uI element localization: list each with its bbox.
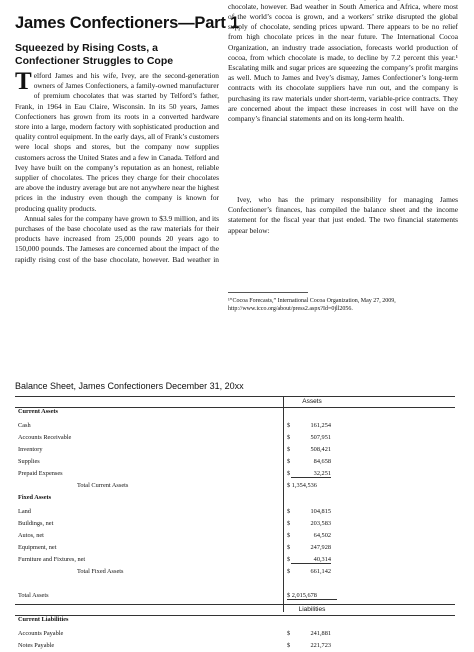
- table-row: [15, 630, 455, 640]
- currency-symbol: $: [287, 556, 291, 563]
- currency-symbol: $: [287, 470, 291, 477]
- assets-header-row: [15, 396, 455, 408]
- currency-symbol: $: [287, 434, 291, 441]
- total-row: [15, 592, 455, 602]
- row-label: Total Assets: [18, 592, 49, 599]
- row-label: Land: [18, 508, 31, 515]
- row-amount: 241,881: [310, 630, 331, 637]
- paragraph-costs-continued: chocolate, however. Bad weather in South America and Africa, where most of the world’s cocoa is grown, and a workers’ strike disrupted the global supply of chocolate, sending prices upward. There appears to be no relief from high chocolate prices in the near future. The International Cocoa Organization, an industry trade association, forecasts world production of cocoa, from which chocolate is made, to decline by 7.2 percent this year.¹ Escalating milk and sugar prices are squeezing the company’s profit margins as well. Much to James and Ivey’s dismay, James Confectioner’s long-term contracts with its chocolate suppliers have run out, and the company is purchasing its raw materials under short-term, variable-price contracts. They are concerned about the impact these increases in cost will have on the company’s financial statements and on its long-term health.: [228, 1, 458, 124]
- row-label: Total Current Assets: [77, 482, 129, 489]
- paragraph-costs: Annual sales for the company have grown to $3.9 million, and its purchases of the base chocolate used as the raw materials for their products have increased from 25,000 pounds 20 years ago to 150,000 pounds. The Jameses are concerned about the impact of the rapidly rising cost of the base chocolate, however. Bad weather in: [15, 213, 219, 264]
- row-amount: $ 2,015,678: [287, 592, 337, 600]
- currency-symbol: $: [287, 422, 291, 429]
- currency-symbol: $: [287, 642, 291, 649]
- currency-symbol: $: [287, 458, 291, 465]
- row-amount: 64,502: [313, 532, 331, 539]
- table-row: [15, 422, 455, 432]
- subtotal-row: [15, 482, 455, 492]
- table-row: [15, 470, 455, 480]
- row-label: Furniture and Fixtures, net: [18, 556, 86, 563]
- row-amount: 247,928: [310, 544, 331, 551]
- row-amount: 161,254: [310, 422, 331, 429]
- row-label: Inventory: [18, 446, 43, 453]
- table-row: [15, 434, 455, 444]
- drop-cap: T: [15, 68, 32, 95]
- liabilities-column-header: Liabilities: [298, 606, 326, 613]
- case-subtitle: Squeezed by Rising Costs, a Confectioner Struggles to Cope: [15, 42, 174, 67]
- row-amount: 507,951: [310, 434, 331, 441]
- row-amount: 661,142: [310, 568, 331, 575]
- row-label: Prepaid Expenses: [18, 470, 63, 477]
- balance-sheet-title: Balance Sheet, James Confectioners December 31, 20xx: [15, 381, 244, 391]
- currency-symbol: $: [287, 446, 291, 453]
- table-row: [15, 508, 455, 518]
- row-label: Equipment, net: [18, 544, 57, 551]
- fixed-assets-heading: Fixed Assets: [18, 494, 52, 501]
- table-row: [15, 446, 455, 456]
- row-label: Notes Payable: [18, 642, 55, 649]
- section-row: [15, 408, 455, 418]
- table-row: [15, 544, 455, 554]
- row-amount: $ 1,354,536: [287, 482, 317, 489]
- row-amount: 40,314: [291, 556, 331, 564]
- currency-symbol: $: [287, 520, 291, 527]
- liabilities-header-row: [15, 604, 455, 616]
- case-text-left-column: [15, 68, 220, 264]
- row-label: Buildings, net: [18, 520, 54, 527]
- row-label: Total Fixed Assets: [77, 568, 124, 575]
- row-amount: 221,723: [310, 642, 331, 649]
- row-label: Autos, net: [18, 532, 44, 539]
- subtotal-row: [15, 568, 455, 578]
- row-label: Accounts Payable: [18, 630, 64, 637]
- table-row: [15, 532, 455, 542]
- table-row: [15, 458, 455, 468]
- row-label: Accounts Receivable: [18, 434, 72, 441]
- current-assets-heading: Current Assets: [18, 408, 58, 415]
- section-row: [15, 494, 455, 504]
- table-row: [15, 556, 455, 566]
- row-label: Cash: [18, 422, 31, 429]
- paragraph-statements: Ivey, who has the primary responsibility for managing James Confectioner’s finances, has compiled the balance sheet and the income statement for the fiscal year that just ended. The two financial statements appear below:: [228, 195, 458, 235]
- section-row: [15, 616, 455, 626]
- row-amount: 32,251: [291, 470, 331, 478]
- case-title: James Confectioners—Part 1: [15, 14, 240, 32]
- currency-symbol: $: [287, 508, 291, 515]
- currency-symbol: $: [287, 630, 291, 637]
- paragraph-intro: elford James and his wife, Ivey, are the second-generation owners of James Confectioners, a family-owned manufacturer of premium chocolates that was started by Telford’s father, Frank, in 1964 in Eau Claire, Wisconsin. In its 50 years, James Confectioners has grown from its roots in a converted hardware store into a large, modern factory with sophisticated production and quality control equipment. In the early days, all of Frank’s customers were local shops and stores, but the company now supplies customers across the United States and a few in Canada. Telford and Ivey have built on the company’s reputation as an honest, reliable supplier of chocolates. The prices they charge for their chocolates are above the industry average but are not anywhere near the highest prices in the industry even though the company is known for producing quality products.: [15, 71, 220, 213]
- case-text-right-column: [228, 1, 458, 236]
- currency-symbol: $: [287, 532, 291, 539]
- table-row: [15, 520, 455, 530]
- row-amount: 84,658: [313, 458, 331, 465]
- footnote-divider: [228, 292, 308, 293]
- row-amount: 203,583: [310, 520, 331, 527]
- currency-symbol: $: [287, 568, 291, 575]
- current-liabilities-heading: Current Liabilities: [18, 616, 69, 623]
- footnote: ¹“Cocoa Forecasts,” International Cocoa Organization, May 27, 2009, http://www.icco.org/about/press2.aspx?Id=0jll2056.: [228, 298, 396, 312]
- table-row: [15, 642, 455, 652]
- row-amount: 104,815: [310, 508, 331, 515]
- currency-symbol: $: [287, 544, 291, 551]
- assets-column-header: Assets: [302, 398, 322, 405]
- row-label: Supplies: [18, 458, 40, 465]
- row-amount: 508,421: [310, 446, 331, 453]
